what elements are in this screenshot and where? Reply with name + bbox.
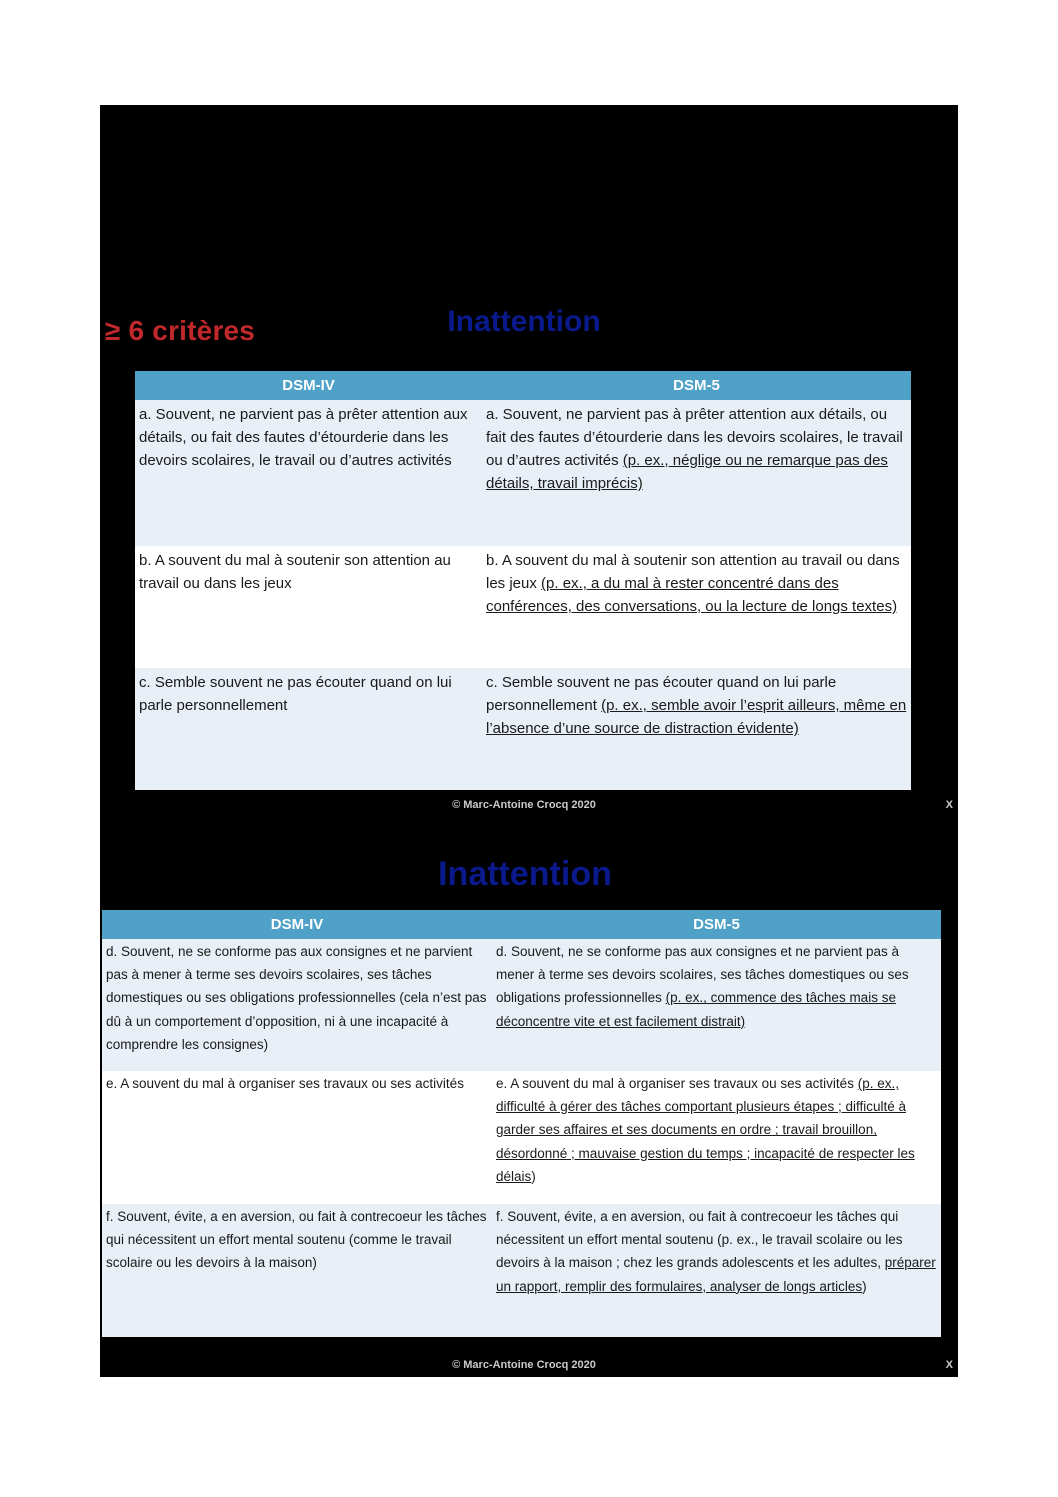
slide-title: Inattention <box>438 855 612 893</box>
dsm5-cell <box>492 1204 941 1337</box>
table-row <box>135 668 911 790</box>
table-row <box>135 400 911 546</box>
dsm5-criterion-text: c. Semble souvent ne pas écouter quand on lui parle personnellement <box>486 674 837 714</box>
dsm4-cell: a. Souvent, ne parvient pas à prêter attention aux détails, ou fait des fautes d’étourderie dans les devoirs scolaires, le travail ou d’autres activités <box>135 400 482 546</box>
column-header-dsm5: DSM-5 <box>482 371 911 400</box>
dsm5-criterion-text: b. A souvent du mal à soutenir son attention au travail ou dans les jeux <box>486 552 900 592</box>
dsm5-tail-text: ) <box>531 1168 536 1184</box>
dsm5-criterion-text: d. Souvent, ne se conforme pas aux consignes et ne parvient pas à mener à terme ses devoirs scolaires, ses tâches domestiques ou ses obligations professionnelles <box>496 944 909 1006</box>
dsm5-criterion-text: a. Souvent, ne parvient pas à prêter attention aux détails, ou fait des fautes d’étourderie dans les devoirs scolaires, le travail ou d’autres activités <box>486 406 903 469</box>
dsm5-cell <box>492 1071 941 1204</box>
criteria-table <box>102 910 941 1337</box>
copyright-notice: © Marc-Antoine Crocq 2020 <box>452 799 596 811</box>
column-header-dsm4: DSM-IV <box>102 910 492 939</box>
slide-title: Inattention <box>447 305 601 338</box>
dsm5-criterion-text: f. Souvent, évite, a en aversion, ou fait à contrecoeur les tâches qui nécessitent un effort mental soutenu (p. ex., le travail scolaire ou les devoirs à la maison ; chez les grands adolescents et les adultes, <box>496 1209 903 1271</box>
dsm4-cell: e. A souvent du mal à organiser ses travaux ou ses activités <box>102 1071 492 1204</box>
slide-1 <box>100 105 958 825</box>
dsm5-example-text: (p. ex., commence des tâches mais se déconcentre vite et est facilement distrait) <box>496 990 896 1029</box>
criteria-count: ≥ 6 critères <box>105 315 256 346</box>
dsm5-tail-text: ) <box>862 1278 867 1294</box>
dsm4-cell: d. Souvent, ne se conforme pas aux consignes et ne parvient pas à mener à terme ses devoirs scolaires, ses tâches domestiques ou ses obligations professionnelles (cela n’est pas dû à un comportement d’opposition, ni à une incapacité à comprendre les consignes) <box>102 939 492 1071</box>
dsm4-cell: b. A souvent du mal à soutenir son attention au travail ou dans les jeux <box>135 546 482 668</box>
table-row <box>102 939 941 1071</box>
close-mark: X <box>945 1359 953 1371</box>
dsm5-cell <box>482 546 911 668</box>
copyright-notice: © Marc-Antoine Crocq 2020 <box>452 1359 596 1371</box>
column-header-dsm4: DSM-IV <box>135 371 482 400</box>
slide-2 <box>100 825 958 1377</box>
dsm4-cell: f. Souvent, évite, a en aversion, ou fait à contrecoeur les tâches qui nécessitent un effort mental soutenu (comme le travail scolaire ou les devoirs à la maison) <box>102 1204 492 1337</box>
dsm5-cell <box>482 400 911 546</box>
dsm4-cell: c. Semble souvent ne pas écouter quand on lui parle personnellement <box>135 668 482 790</box>
dsm5-example-text: (p. ex., difficulté à gérer des tâches comportant plusieurs étapes ; difficulté à garder ses affaires et ses documents en ordre ; travail brouillon, désordonné ; mauvaise gestion du temps ; incapacité de respecter les délais <box>496 1076 915 1184</box>
criteria-table <box>135 371 911 790</box>
dsm5-cell <box>492 939 941 1071</box>
column-header-dsm5: DSM-5 <box>492 910 941 939</box>
table-row <box>102 1071 941 1204</box>
dsm5-cell <box>482 668 911 790</box>
dsm5-example-text: préparer un rapport, remplir des formulaires, analyser de longs articles <box>496 1255 936 1294</box>
dsm5-example-text: (p. ex., a du mal à rester concentré dans des conférences, des conversations, ou la lecture de longs textes) <box>486 575 898 615</box>
close-mark: X <box>945 799 953 811</box>
dsm5-example-text: (p. ex., néglige ou ne remarque pas des détails, travail imprécis) <box>486 452 888 492</box>
table-row <box>102 1204 941 1337</box>
dsm5-criterion-text: e. A souvent du mal à organiser ses travaux ou ses activités <box>496 1076 858 1091</box>
table-row <box>135 546 911 668</box>
dsm5-example-text: (p. ex., semble avoir l’esprit ailleurs, même en l’absence d’une source de distraction évidente) <box>486 697 907 737</box>
